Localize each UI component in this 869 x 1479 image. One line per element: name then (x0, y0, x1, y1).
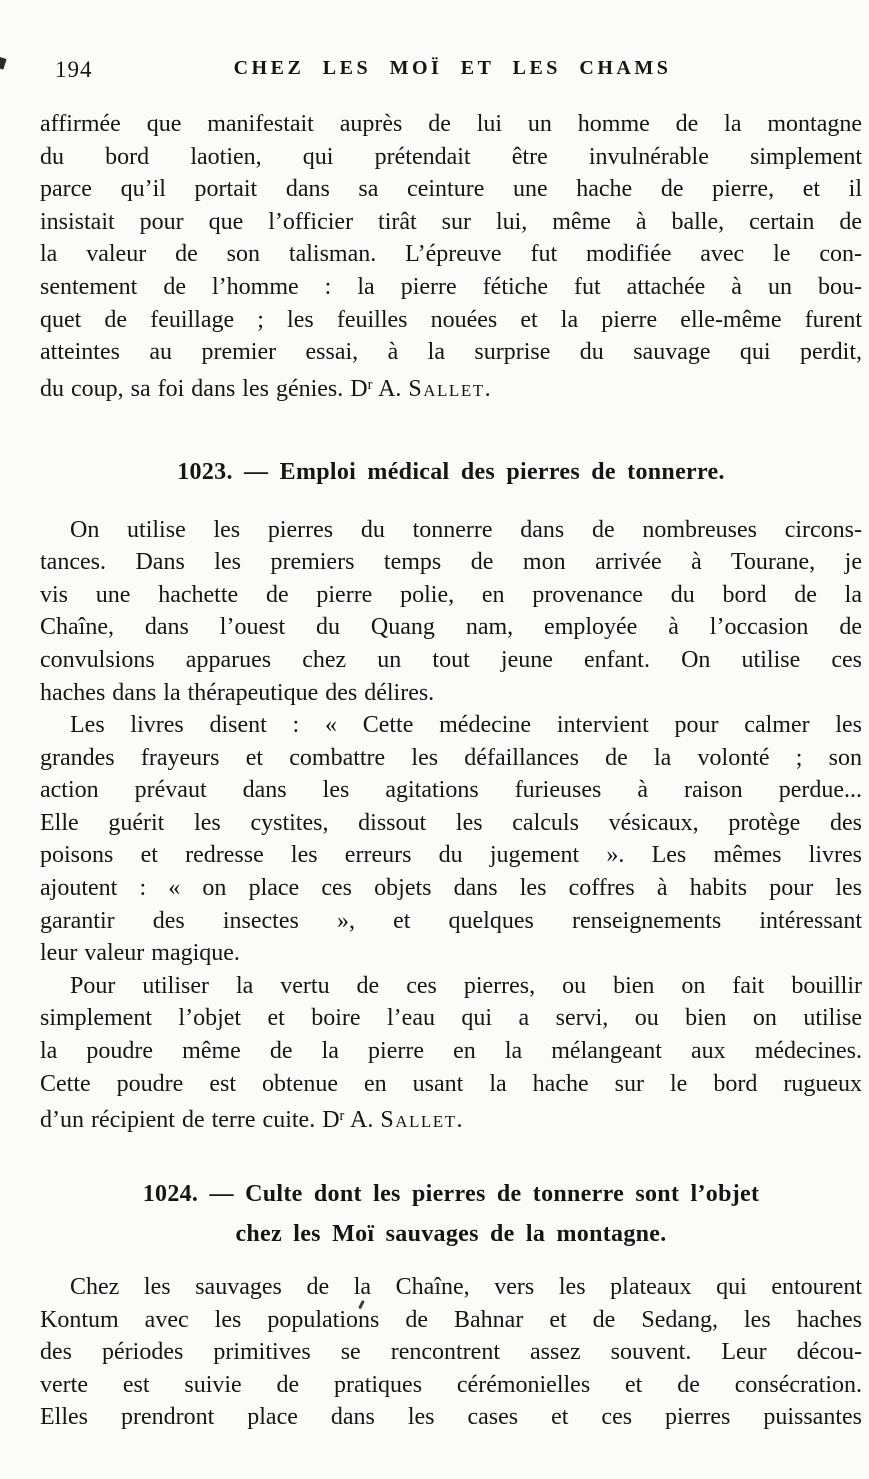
text-run: tances. Dans les premiers temps de mon arrivée à Tourane, je (40, 549, 862, 576)
text-run: quet de feuillage ; les feuilles nouées et la pierre elle-même furent (40, 306, 862, 333)
text-run: Cette poudre est obtenue en usant la hache sur le bord rugueux (40, 1070, 862, 1097)
text-run: Kontum avec les populations de Bahnar et de Sedang, les haches (40, 1306, 862, 1333)
text-line (40, 271, 862, 304)
text-run: affirmée que manifestait auprès de lui un homme de la montagne (40, 111, 862, 137)
text-run: 1024. — Culte dont les pierres de tonnerre sont l’objet (142, 1181, 760, 1207)
text-line (40, 336, 862, 369)
text-line (40, 1369, 862, 1402)
text-run: la valeur de son talisman. L’épreuve fut modifiée avec le con- (40, 241, 862, 268)
text-line (40, 514, 862, 547)
text-line (40, 369, 862, 406)
text-run: garantir des insectes », et quelques renseignements intéressant (40, 907, 862, 934)
text-line (40, 1174, 862, 1214)
text-line (40, 1002, 862, 1035)
text-run: simplement l’objet et boire l’eau qui a servi, ou bien on utilise (40, 1005, 862, 1032)
text-line (40, 1068, 862, 1101)
text-line (40, 1336, 862, 1369)
text-line (40, 1035, 862, 1068)
text-run: la poudre même de la pierre en la mélangeant aux médecines. (40, 1038, 862, 1065)
text-line (40, 970, 862, 1003)
text-run: insistait pour que l’officier tirât sur lui, même à balle, certain de (40, 208, 862, 235)
text-run: parce qu’il portait dans sa ceinture une hache de pierre, et il (40, 176, 862, 203)
text-run: ajoutent : « on place ces objets dans les coffres à habits pour les (40, 875, 862, 902)
paragraph (40, 108, 862, 406)
text-line (40, 141, 862, 174)
text-run: Les livres disent : « Cette médecine intervient pour calmer les (70, 712, 862, 739)
text-line (40, 611, 862, 644)
text-run: 1023. — Emploi médical des pierres de tonnerre. (177, 458, 725, 485)
smallcaps-author-name: Sallet. (380, 1107, 465, 1134)
text-run: du bord laotien, qui prétendait être invulnérable simplement (40, 143, 862, 170)
text-line (40, 546, 862, 579)
text-run: chez les Moï sauvages de la montagne. (235, 1221, 667, 1247)
text-line (40, 1271, 862, 1304)
text-run: Chaîne, dans l’ouest du Quang nam, employée à l’occasion de (40, 614, 862, 641)
text-run: action prévaut dans les agitations furieuses à raison perdue... (40, 777, 862, 804)
text-run: Elle guérit les cystites, dissout les calculs vésicaux, protège des (40, 809, 862, 836)
text-run: poisons et redresse les erreurs du jugement ». Les mêmes livres (40, 842, 862, 869)
text-line (40, 742, 862, 775)
superscript-text: r (339, 1108, 345, 1125)
text-run: d’un récipient de terre cuite. D (40, 1107, 340, 1134)
paragraph (40, 1271, 862, 1434)
text-line (40, 937, 862, 970)
text-line (40, 1304, 862, 1337)
text-line (40, 579, 862, 612)
text-line (40, 644, 862, 677)
text-run: convulsions apparues chez un tout jeune enfant. On utilise ces (40, 646, 862, 673)
scanned-book-page (0, 57, 869, 1479)
paragraph (40, 514, 862, 710)
text-line (40, 905, 862, 938)
text-line (40, 807, 862, 840)
superscript-text: r (367, 376, 373, 393)
text-line (40, 238, 862, 271)
text-line (40, 677, 862, 710)
page-number: 194 (55, 57, 93, 82)
text-line (40, 1214, 862, 1254)
text-run: Pour utiliser la vertu de ces pierres, ou bien on fait bouillir (70, 972, 862, 999)
page-body (0, 108, 869, 1434)
text-line (40, 452, 862, 492)
text-run: Elles prendront place dans les cases et ces pierres puissantes (40, 1404, 862, 1431)
text-run: A. (344, 1107, 381, 1134)
text-run: verte est suivie de pratiques cérémonielles et de consécration. (40, 1371, 862, 1398)
section-heading (40, 452, 862, 492)
text-line (40, 304, 862, 337)
text-run: Chez les sauvages de la Chaîne, vers les plateaux qui entourent (70, 1274, 862, 1300)
text-run: haches dans la thérapeutique des délires. (40, 679, 435, 706)
text-line (40, 839, 862, 872)
text-run: des périodes primitives se rencontrent assez souvent. Leur décou- (40, 1339, 862, 1366)
text-line (40, 108, 862, 141)
text-run: du coup, sa foi dans les génies. D (40, 375, 368, 402)
text-run: A. (372, 375, 409, 402)
text-line (40, 1401, 862, 1434)
smallcaps-author-name: Sallet. (408, 375, 493, 402)
text-run: On utilise les pierres du tonnerre dans de nombreuses circons- (70, 516, 862, 543)
text-line (40, 872, 862, 905)
text-line (40, 774, 862, 807)
running-header (0, 57, 869, 89)
text-line (40, 173, 862, 206)
text-run: grandes frayeurs et combattre les défaillances de la volonté ; son (40, 744, 862, 771)
text-line (40, 1100, 862, 1137)
text-line (40, 709, 862, 742)
text-run: atteintes au premier essai, à la surprise du sauvage qui perdit, (40, 339, 862, 366)
text-line (40, 206, 862, 239)
text-run: sentement de l’homme : la pierre fétiche fut attachée à un bou- (40, 273, 862, 300)
paragraph (40, 970, 862, 1137)
text-run: vis une hachette de pierre polie, en provenance du bord de la (40, 581, 862, 608)
paragraph (40, 709, 862, 970)
running-title: CHEZ LES MOÏ ET LES CHAMS (233, 57, 672, 79)
section-heading (40, 1174, 862, 1254)
text-run: leur valeur magique. (40, 940, 240, 967)
